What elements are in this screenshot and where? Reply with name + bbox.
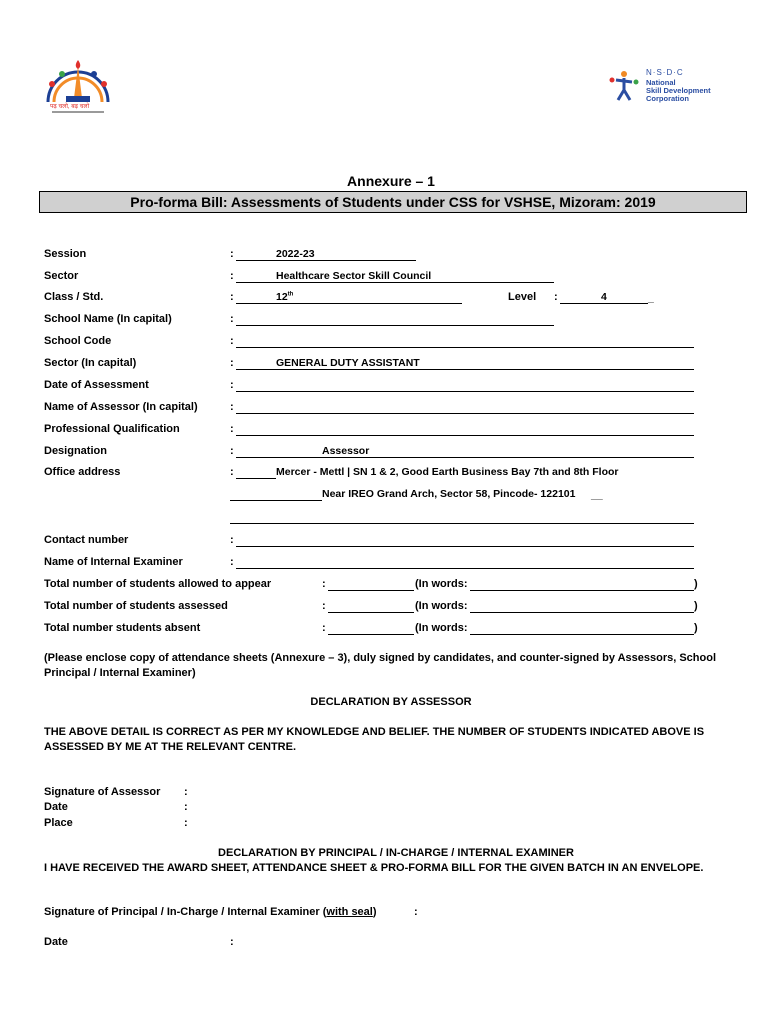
sector-capital-colon: :	[230, 357, 234, 369]
nsdc-abbr: N·S·D·C	[646, 68, 684, 77]
total-assessed-colon: :	[322, 600, 326, 612]
assessor-place-label: Place	[44, 817, 73, 829]
office-address-label: Office address	[44, 466, 121, 478]
principal-signature-colon: :	[414, 906, 418, 918]
assessor-name-colon: :	[230, 401, 234, 413]
school-name-colon: :	[230, 313, 234, 325]
contact-colon: :	[230, 534, 234, 546]
total-allowed-words-field[interactable]	[470, 590, 694, 591]
total-absent-colon: :	[322, 622, 326, 634]
samagra-emblem-icon	[40, 58, 116, 108]
class-label: Class / Std.	[44, 291, 104, 303]
school-code-label: School Code	[44, 335, 112, 347]
designation-field[interactable]	[236, 457, 694, 458]
proforma-title: Pro-forma Bill: Assessments of Students under CSS for VSHSE, Mizoram: 2019	[39, 191, 747, 213]
level-colon: :	[554, 291, 558, 303]
total-allowed-words-label: (In words:	[415, 578, 468, 590]
assessor-date-label: Date	[44, 801, 68, 813]
internal-examiner-label: Name of Internal Examiner	[44, 556, 183, 568]
samagra-tagline: पढ़ चलो, बढ़ चलो	[50, 104, 90, 110]
session-label: Session	[44, 248, 87, 260]
samagra-logo	[40, 58, 116, 120]
sector-label: Sector	[44, 270, 79, 282]
school-name-label: School Name (In capital)	[44, 313, 172, 325]
designation-label: Designation	[44, 445, 107, 457]
school-code-field[interactable]	[236, 347, 694, 348]
total-allowed-colon: :	[322, 578, 326, 590]
assessor-date-colon: :	[184, 801, 188, 813]
with-seal-text: with seal	[326, 906, 373, 918]
total-assessed-close: )	[694, 600, 698, 612]
total-assessed-words-label: (In words:	[415, 600, 468, 612]
total-allowed-label: Total number of students allowed to appear	[44, 578, 272, 590]
contact-field[interactable]	[236, 546, 694, 547]
designation-value: Assessor	[322, 445, 370, 457]
assessor-signature-colon: :	[184, 786, 188, 798]
assessor-name-field[interactable]	[236, 413, 694, 414]
declaration-assessor-text: THE ABOVE DETAIL IS CORRECT AS PER MY KNOWLEDGE AND BELIEF. THE NUMBER OF STUDENTS INDICATED ABOVE IS ASSESSED BY ME AT THE RELEVANT CENTRE.	[44, 726, 705, 753]
declaration-assessor-heading: DECLARATION BY ASSESSOR	[310, 696, 472, 708]
total-absent-words-field[interactable]	[470, 634, 694, 635]
sector-capital-field[interactable]	[236, 369, 694, 370]
assessor-signature-label: Signature of Assessor	[44, 786, 161, 798]
total-assessed-number-field[interactable]	[328, 612, 414, 613]
level-tail: _	[648, 292, 654, 304]
total-absent-label: Total number students absent	[44, 622, 201, 634]
date-assessment-colon: :	[230, 379, 234, 391]
session-field[interactable]	[236, 260, 416, 261]
session-colon: :	[230, 248, 234, 260]
samagra-subline	[52, 111, 104, 113]
office-address-line1-lead	[236, 478, 276, 479]
level-label: Level	[508, 291, 537, 303]
nsdc-logo	[606, 66, 726, 106]
class-field[interactable]	[236, 303, 462, 304]
qualification-colon: :	[230, 423, 234, 435]
office-address-line2-tail: __	[591, 489, 603, 501]
total-absent-close: )	[694, 622, 698, 634]
session-value: 2022-23	[276, 248, 315, 260]
designation-colon: :	[230, 445, 234, 457]
sector-field[interactable]	[236, 282, 554, 283]
class-value: 12th	[276, 291, 294, 303]
assessor-name-label: Name of Assessor (In capital)	[44, 401, 198, 413]
sector-capital-value: GENERAL DUTY ASSISTANT	[276, 357, 420, 369]
principal-date-colon: :	[230, 936, 234, 948]
principal-date-label: Date	[44, 936, 68, 948]
total-allowed-number-field[interactable]	[328, 590, 414, 591]
nsdc-line3: Corporation	[646, 94, 689, 103]
date-assessment-field[interactable]	[236, 391, 694, 392]
total-assessed-label: Total number of students assessed	[44, 600, 228, 612]
internal-examiner-colon: :	[230, 556, 234, 568]
nsdc-line1: National	[646, 78, 676, 87]
office-address-line2-lead	[230, 500, 322, 501]
total-allowed-close: )	[694, 578, 698, 590]
attendance-note: (Please enclose copy of attendance sheets (Annexure – 3), duly signed by candidates, and counter-signed by Assessors, School Principal / Internal Examiner)	[44, 652, 717, 679]
office-address-line2: Near IREO Grand Arch, Sector 58, Pincode- 122101	[322, 488, 576, 500]
declaration-principal-text: I HAVE RECEIVED THE AWARD SHEET, ATTENDANCE SHEET & PRO-FORMA BILL FOR THE GIVEN BATCH IN AN ENVELOPE.	[44, 862, 704, 874]
nsdc-line2: Skill Development	[646, 86, 711, 95]
declaration-principal-heading: DECLARATION BY PRINCIPAL / IN-CHARGE / INTERNAL EXAMINER	[218, 847, 574, 859]
qualification-field[interactable]	[236, 435, 694, 436]
office-address-colon: :	[230, 466, 234, 478]
sector-colon: :	[230, 270, 234, 282]
nsdc-people-icon	[606, 68, 642, 104]
total-absent-words-label: (In words:	[415, 622, 468, 634]
school-name-field[interactable]	[236, 325, 554, 326]
class-sup: th	[287, 291, 294, 298]
total-absent-number-field[interactable]	[328, 634, 414, 635]
level-field[interactable]	[560, 303, 648, 304]
principal-signature-label: Signature of Principal / In-Charge / Internal Examiner (with seal)	[44, 906, 377, 918]
office-address-line1: Mercer - Mettl | SN 1 & 2, Good Earth Business Bay 7th and 8th Floor	[276, 466, 619, 478]
school-code-colon: :	[230, 335, 234, 347]
total-assessed-words-field[interactable]	[470, 612, 694, 613]
contact-label: Contact number	[44, 534, 129, 546]
qualification-label: Professional Qualification	[44, 423, 180, 435]
sector-capital-label: Sector (In capital)	[44, 357, 137, 369]
level-value: 4	[601, 291, 607, 303]
internal-examiner-field[interactable]	[236, 568, 694, 569]
date-assessment-label: Date of Assessment	[44, 379, 149, 391]
class-colon: :	[230, 291, 234, 303]
assessor-place-colon: :	[184, 817, 188, 829]
sector-value: Healthcare Sector Skill Council	[276, 270, 432, 282]
annexure-heading: Annexure – 1	[347, 173, 435, 189]
office-address-line3-field[interactable]	[230, 523, 694, 524]
